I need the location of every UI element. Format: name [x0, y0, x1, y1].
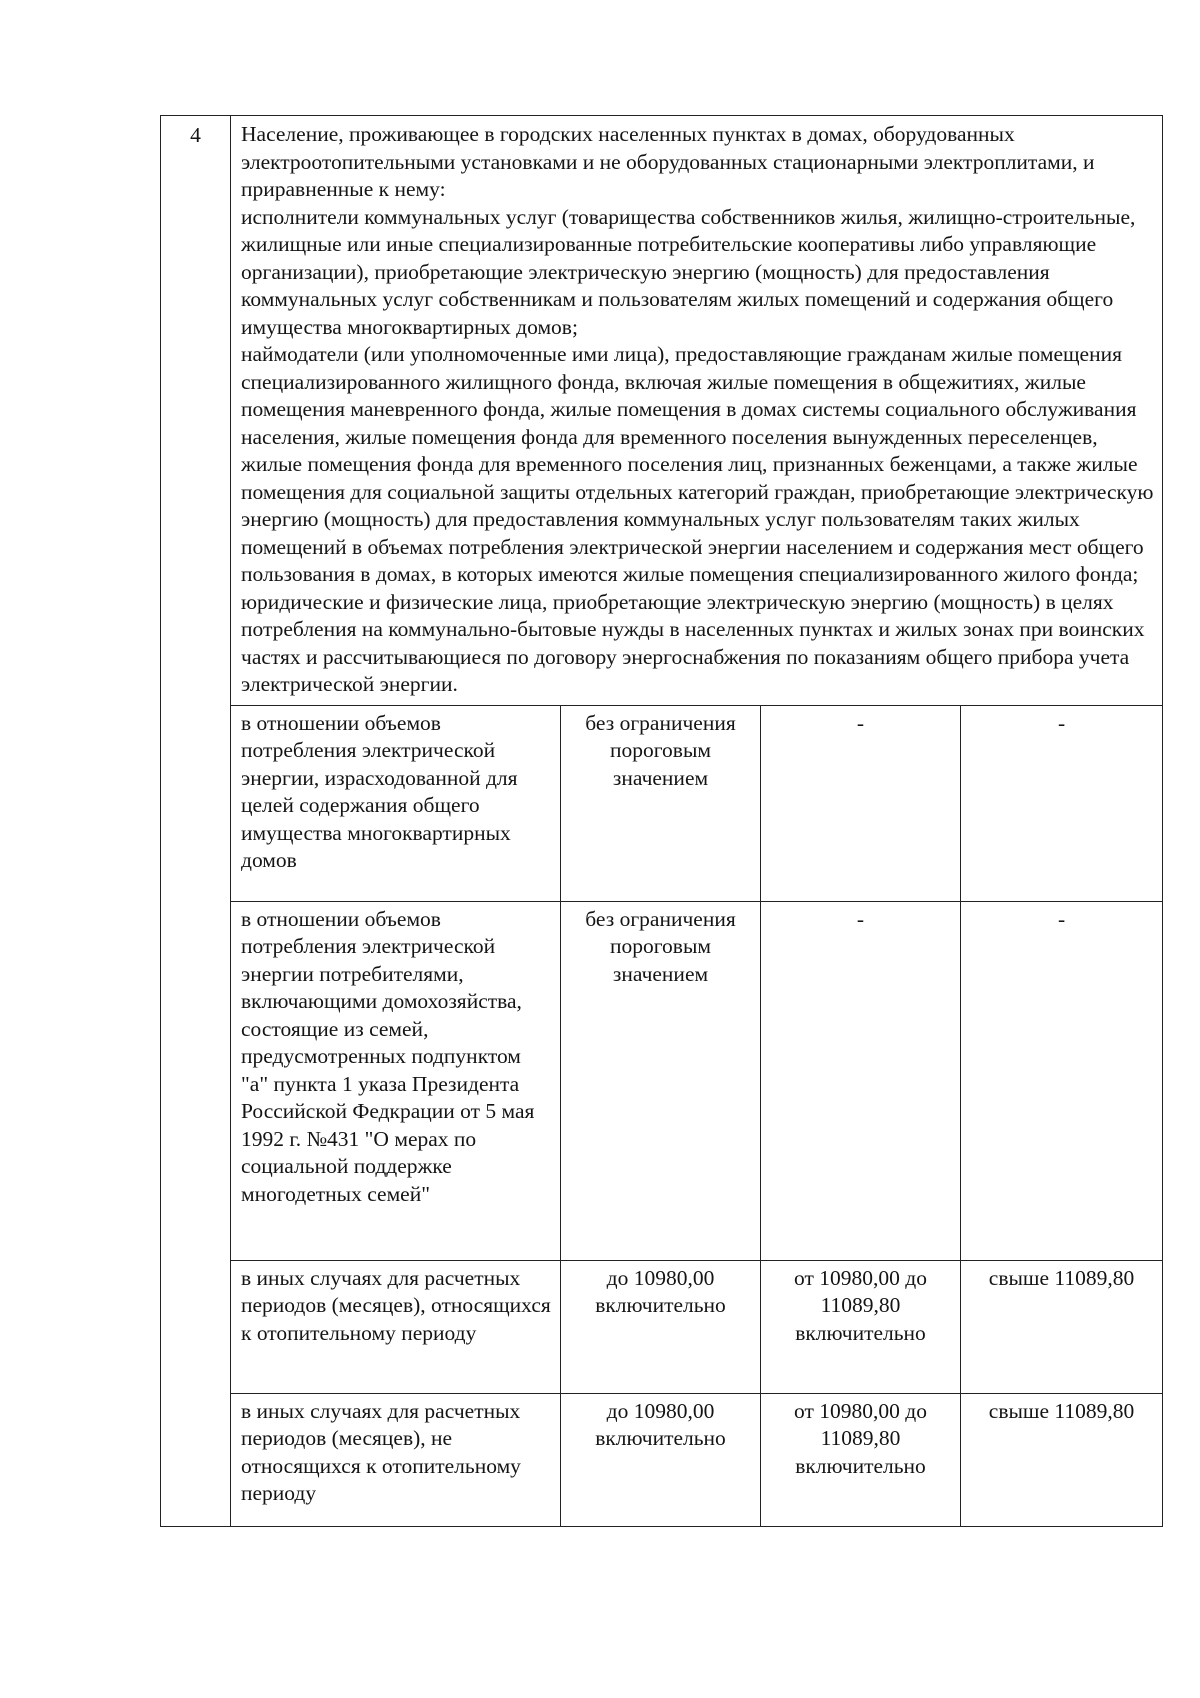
condition-cell: в иных случаях для расчетных периодов (месяцев), относящихся к отопительному периоду: [231, 1260, 561, 1393]
table-row: [161, 1393, 1163, 1526]
section-paragraph: исполнители коммунальных услуг (товарищества собственников жилья, жилищно-строительные, жилищные или иные специализированные потребительские кооперативы либо управляющие организации), приобретающие электрическую энергию (мощность) для предоставления коммунальных услуг собственникам и пользователям жилых помещений и содержания общего имущества многоквартирных домов;: [241, 204, 1136, 339]
table-row: [161, 705, 1163, 901]
table-row: [161, 1260, 1163, 1393]
condition-cell: в отношении объемов потребления электрической энергии, израсходованной для целей содержания общего имущества многоквартирных домов: [231, 705, 561, 901]
range-cell: без ограничения пороговым значением: [561, 901, 761, 1260]
range-cell: от 10980,00 до 11089,80 включительно: [761, 1393, 961, 1526]
range-cell: до 10980,00 включительно: [561, 1393, 761, 1526]
tariff-table: [160, 115, 1163, 1527]
range-cell: свыше 11089,80: [961, 1393, 1163, 1526]
section-paragraph: юридические и физические лица, приобретающие электрическую энергию (мощность) в целях потребления на коммунально-бытовые нужды в населенных пунктах и жилых зонах при воинских частях и рассчитывающиеся по договору энергоснабжения по показаниям общего прибора учета электрической энергии.: [241, 589, 1145, 696]
range-cell: без ограничения пороговым значением: [561, 705, 761, 901]
section-number-cell: [161, 116, 231, 1527]
section-header-row: [161, 116, 1163, 706]
range-cell: свыше 11089,80: [961, 1260, 1163, 1393]
condition-cell: в отношении объемов потребления электрической энергии потребителями, включающими домохозяйства, состоящие из семей, предусмотренных подпунктом "а" пункта 1 указа Президента Российской Федкрации от 5 мая 1992 г. №431 "О мерах по социальной поддержке многодетных семей": [231, 901, 561, 1260]
range-cell: -: [961, 901, 1163, 1260]
range-cell: -: [961, 705, 1163, 901]
range-cell: от 10980,00 до 11089,80 включительно: [761, 1260, 961, 1393]
section-description-cell: [231, 116, 1163, 706]
range-cell: до 10980,00 включительно: [561, 1260, 761, 1393]
range-cell: -: [761, 901, 961, 1260]
condition-cell: в иных случаях для расчетных периодов (месяцев), не относящихся к отопительному периоду: [231, 1393, 561, 1526]
table-row: [161, 901, 1163, 1260]
section-paragraph: наймодатели (или уполномоченные ими лица), предоставляющие гражданам жилые помещения специализированного жилищного фонда, включая жилые помещения в общежитиях, жилые помещения маневренного фонда, жилые помещения в домах системы социального обслуживания населения, жилые помещения фонда для временного поселения вынужденных переселенцев, жилые помещения фонда для временного поселения лиц, признанных беженцами, а также жилые помещения для социальной защиты отдельных категорий граждан, приобретающие электрическую энергию (мощность) для предоставления коммунальных услуг пользователям таких жилых помещений в объемах потребления электрической энергии населением и содержания мест общего пользования в домах, в которых имеются жилые помещения специализированного жилого фонда;: [241, 342, 1154, 586]
range-cell: -: [761, 705, 961, 901]
section-paragraph: Население, проживающее в городских населенных пунктах в домах, оборудованных электроотопительными установками и не оборудованных стационарными электроплитами, и приравненные к нему:: [241, 122, 1095, 201]
section-number: 4: [190, 123, 201, 147]
